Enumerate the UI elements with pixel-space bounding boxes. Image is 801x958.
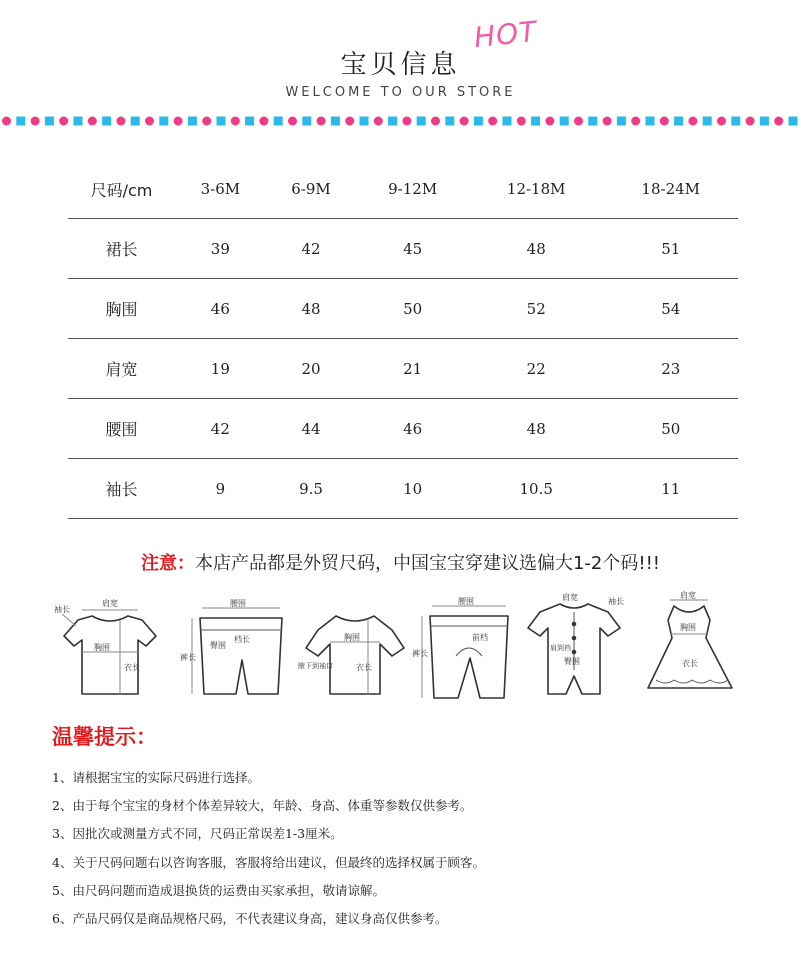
diagram-label: 腋下到袖口 xyxy=(298,662,333,670)
divider-square xyxy=(531,117,540,126)
divider-square xyxy=(674,117,683,126)
divider-dot xyxy=(688,117,697,126)
diagram-label: 档长 xyxy=(234,635,250,644)
divider-square xyxy=(588,117,597,126)
divider-dot xyxy=(116,117,125,126)
divider-square xyxy=(245,117,254,126)
divider-square xyxy=(703,117,712,126)
row-label: 肩宽 xyxy=(105,360,138,379)
divider-dot xyxy=(431,117,440,126)
divider-dot xyxy=(174,117,183,126)
table-cell: 42 xyxy=(210,419,230,438)
row-label: 袖长 xyxy=(105,480,138,499)
divider-square xyxy=(503,117,512,126)
divider-dot xyxy=(545,117,554,126)
divider-dot xyxy=(574,117,583,126)
diagram-label: 肩宽 xyxy=(102,599,118,608)
table-cell: 10 xyxy=(403,479,423,498)
notice-text: 本店产品都是外贸尺码，中国宝宝穿建议选偏大1-2个码!!! xyxy=(194,553,661,574)
diagram-label: 肩宽 xyxy=(680,591,696,600)
column-header: 3-6M xyxy=(200,180,241,198)
diagram-label: 臀围 xyxy=(210,641,226,650)
tips-list xyxy=(52,768,485,937)
divider-square xyxy=(417,117,426,126)
table-cell: 48 xyxy=(301,299,321,318)
divider-dot xyxy=(660,117,669,126)
table-cell: 51 xyxy=(661,239,681,258)
divider-square xyxy=(617,117,626,126)
column-header: 18-24M xyxy=(641,180,701,198)
divider-dot xyxy=(88,117,97,126)
notice-prefix: 注意： xyxy=(140,553,195,574)
tip-item: 5、由尺码问题而造成退换货的运费由买家承担，敬请谅解。 xyxy=(52,882,385,898)
tips-title: 温馨提示： xyxy=(52,724,157,749)
divider-square xyxy=(789,117,798,126)
table-cell: 19 xyxy=(210,359,230,378)
page-title: 宝贝信息 xyxy=(340,50,461,80)
table-row xyxy=(68,399,738,459)
tip-item: 2、由于每个宝宝的身材个体差异较大，年龄、身高、体重等参数仅供参考。 xyxy=(52,798,473,814)
diagram-label: 腰围 xyxy=(230,599,246,608)
divider-square xyxy=(360,117,369,126)
divider-dot xyxy=(631,117,640,126)
divider-square xyxy=(45,117,54,126)
diagram-label: 臀围 xyxy=(564,657,580,666)
divider-dot xyxy=(488,117,497,126)
table-cell: 46 xyxy=(210,299,230,318)
divider-square xyxy=(16,117,25,126)
diagram-label: 衣长 xyxy=(124,663,140,672)
divider-square xyxy=(646,117,655,126)
header xyxy=(0,0,801,140)
table-row xyxy=(68,339,738,399)
pants-icon xyxy=(412,597,508,698)
divider-dot xyxy=(774,117,783,126)
shorts-icon xyxy=(180,599,282,694)
divider-dot xyxy=(402,117,411,126)
divider-square xyxy=(302,117,311,126)
column-header: 9-12M xyxy=(388,180,438,198)
diagram-label: 腰围 xyxy=(458,597,474,606)
divider-dot xyxy=(2,117,11,126)
diagram-label: 袖长 xyxy=(54,605,70,614)
diagram-label: 袖长 xyxy=(608,597,624,606)
table-cell: 23 xyxy=(661,359,681,378)
diagram-label: 裤长 xyxy=(180,653,196,662)
table-cell: 48 xyxy=(526,419,546,438)
size-table xyxy=(68,160,738,519)
table-cell: 50 xyxy=(661,419,681,438)
row-label: 腰围 xyxy=(105,420,138,439)
hot-badge: HOT xyxy=(472,14,539,55)
divider-dot xyxy=(603,117,612,126)
table-cell: 44 xyxy=(301,419,321,438)
table-row xyxy=(68,459,738,519)
divider-dot xyxy=(746,117,755,126)
dress-icon xyxy=(648,590,732,688)
tip-item: 1、请根据宝宝的实际尺码进行选择。 xyxy=(52,770,260,785)
divider-dot xyxy=(345,117,354,126)
divider-square xyxy=(560,117,569,126)
diagram-label: 肩到裆 xyxy=(550,644,571,652)
table-cell: 9 xyxy=(215,479,226,498)
divider-square xyxy=(731,117,740,126)
divider-square xyxy=(102,117,111,126)
divider-dot xyxy=(259,117,268,126)
divider-square xyxy=(131,117,140,126)
divider-dot xyxy=(717,117,726,126)
table-cell: 46 xyxy=(403,419,423,438)
divider-square xyxy=(474,117,483,126)
divider-dot xyxy=(460,117,469,126)
table-cell: 9.5 xyxy=(299,479,323,498)
row-label: 胸围 xyxy=(105,300,138,319)
tshirt-icon xyxy=(54,598,156,694)
table-cell: 21 xyxy=(403,359,423,378)
table-row xyxy=(68,219,738,279)
row-label: 裙长 xyxy=(105,240,138,259)
divider-dot xyxy=(317,117,326,126)
table-cell: 50 xyxy=(403,299,423,318)
diagram-label: 前档 xyxy=(472,633,488,642)
divider-square xyxy=(331,117,340,126)
table-cell: 48 xyxy=(526,239,546,258)
diagram-label: 衣长 xyxy=(356,663,372,672)
column-header: 6-9M xyxy=(291,180,331,198)
table-cell: 10.5 xyxy=(519,479,553,498)
diagram-label: 衣长 xyxy=(682,659,698,668)
divider-square xyxy=(217,117,226,126)
tip-item: 3、因批次或测量方式不同，尺码正常误差1-3厘米。 xyxy=(52,826,343,842)
diagram-label: 肩宽 xyxy=(562,593,578,602)
tip-item: 4、关于尺码问题右以咨询客服，客服将给出建议，但最终的选择权属于顾客。 xyxy=(52,854,485,870)
divider-dot xyxy=(31,117,40,126)
diagram-label: 胸围 xyxy=(94,643,110,652)
table-cell: 22 xyxy=(526,359,546,378)
table-row xyxy=(68,279,738,339)
table-cell: 52 xyxy=(526,299,546,318)
divider-square xyxy=(74,117,83,126)
divider-dot xyxy=(59,117,68,126)
diagram-label: 裤长 xyxy=(412,649,428,658)
table-corner-label: 尺码/cm xyxy=(90,180,153,200)
divider-dot xyxy=(374,117,383,126)
column-header: 12-18M xyxy=(506,180,566,198)
table-cell: 39 xyxy=(210,239,230,258)
raglan-tee-icon xyxy=(298,616,404,694)
diagram-label: 胸围 xyxy=(680,623,696,632)
table-cell: 45 xyxy=(403,239,423,258)
garment-diagrams xyxy=(52,590,752,710)
divider-square xyxy=(159,117,168,126)
table-header-row xyxy=(68,160,738,219)
diagram-label: 胸围 xyxy=(344,633,360,642)
table-cell: 20 xyxy=(301,359,321,378)
divider-square xyxy=(445,117,454,126)
table-cell: 42 xyxy=(301,239,321,258)
dotted-divider xyxy=(0,114,801,128)
divider-square xyxy=(388,117,397,126)
divider-dot xyxy=(288,117,297,126)
divider-square xyxy=(274,117,283,126)
divider-square xyxy=(188,117,197,126)
divider-dot xyxy=(231,117,240,126)
size-notice xyxy=(0,549,801,575)
divider-dot xyxy=(517,117,526,126)
page-subtitle: WELCOME TO OUR STORE xyxy=(285,85,516,100)
tip-item: 6、产品尺码仅是商品规格尺码，不代表建议身高，建议身高仅供参考。 xyxy=(52,910,448,926)
divider-dot xyxy=(202,117,211,126)
romper-icon xyxy=(528,592,624,694)
table-cell: 11 xyxy=(661,479,681,498)
table-cell: 54 xyxy=(661,299,681,318)
divider-square xyxy=(760,117,769,126)
divider-dot xyxy=(145,117,154,126)
